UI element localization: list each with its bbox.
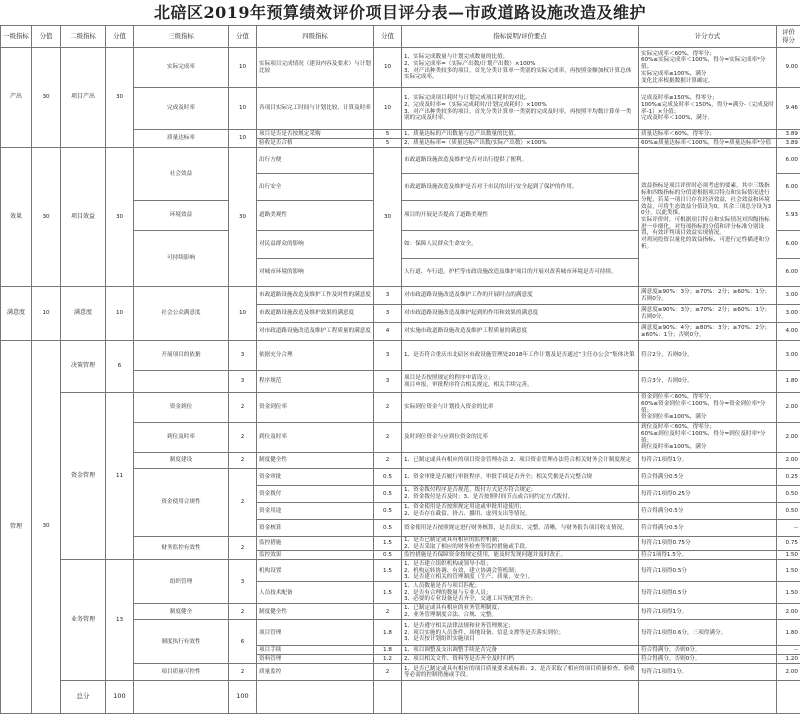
method-cell: 实际完成率＜60%，得零分； 60%≤实际完成率＜100%，得分=实际完成率*分值； 实际完成率≥100%，满分 变化比率根据数据计算确定。	[639, 48, 777, 88]
method-cell: 满意度≥90%：3分；≥70%：2分；≥60%：1分；否则0分。	[639, 287, 777, 305]
l4-score: 1.8	[374, 620, 402, 646]
desc-cell: 项目的开展是否提高了道路美观性	[402, 201, 639, 231]
score-cell: 6.00	[777, 259, 800, 287]
header-cell: 指标说明/评价要点	[402, 26, 639, 48]
l3-name: 完成及时率	[134, 88, 229, 130]
l4-score: 1.2	[374, 655, 402, 664]
method-cell: 到位及时率＜60%，得零分； 60%≤到位及时率＜100%，得分=到位及时率*分值； 到位及时率≥100%，满分	[639, 423, 777, 453]
desc-cell: 1、是否已制定或具有相应的项目质量要求或标准；2、是否采取了相应的项目质量检查、验收等必需的控制措施或手段。	[402, 664, 639, 681]
desc-cell: 1、实际完成数量与计划完成数量的比值； 2、实际完成率=（实际产出数/计划产出数）×100% 3、对产出种类较多的项目，首先分类计算单一类别的实际完成率，再按照金额加权计算总体实际完成率。	[402, 48, 639, 88]
level1-output: 产出	[1, 48, 32, 148]
l3-name: 可持续影响	[134, 231, 229, 287]
l4-name: 各项目实际完工时间与计划比较，计算及时率	[257, 88, 374, 130]
score-cell: 1.50	[777, 582, 800, 604]
desc-cell: 1、是否符合重庆市北碚区市政设施管理处2018年工作计划及是否通过“主任办公会”集体决策	[402, 341, 639, 371]
level1-effect: 效果	[1, 148, 32, 287]
level2-business: 业务管理	[61, 560, 106, 681]
desc-cell: 1、实际完成项目耗时与计划完成项目耗时的对比。 2、完成及时率=（实际完成耗时/计划完成耗时）×100% 3、对产出种类较多的项目，首先分类计算单一类别的完成及时率，再按照平均数计算单一类别的完成及时率。	[402, 88, 639, 130]
method-cell: 每符合1项得0.75分	[639, 537, 777, 551]
level2-decision-score: 6	[106, 341, 134, 393]
l3-name: 资金使用合规性	[134, 469, 229, 537]
desc-cell: 1、是否建立组织机构或领导小组； 2、机构运转协调、有效，建立协调会签机制； 3、是否建立相关的管理制度（生产、质量、安全）。	[402, 560, 639, 582]
l4-name: 监控措施	[257, 537, 374, 551]
l3-score: 3	[229, 341, 257, 371]
l3-name: 组织管理	[134, 560, 229, 604]
l4-name: 资金用途	[257, 503, 374, 520]
method-cell: 60%≤质量达标率＜100%，得分=质量达标率*分值	[639, 139, 777, 148]
level2-satisfaction-score: 10	[106, 287, 134, 341]
l4-score: 1.8	[374, 646, 402, 655]
l4-name: 制度健全性	[257, 453, 374, 469]
desc-cell: 监控措施是否保障资金按规定使用，能及时发现问题并及时改正。	[402, 551, 639, 560]
score-cell: --	[777, 520, 800, 537]
l4-name: 实际项目完成情况（建设内容及要求）与计划比较	[257, 48, 374, 88]
score-cell: 0.50	[777, 503, 800, 520]
table-row	[1, 393, 800, 423]
level2-output: 项目产出	[61, 48, 106, 148]
score-cell: 1.80	[777, 620, 800, 646]
l4-score: 3	[374, 371, 402, 393]
l3-name: 项目质量可控性	[134, 664, 229, 681]
l3-name: 资金到位	[134, 393, 229, 423]
level1-effect-score: 30	[32, 148, 61, 287]
l3-score: 10	[229, 48, 257, 88]
l4-name: 对城市环境的影响	[257, 259, 374, 287]
l4-name: 项目是否是否按规定采购	[257, 130, 374, 139]
desc-cell: 1、是否遵守相关法律法规和业务管理规定； 2、项目实施的人员条件、场地设备、信息支撑等是否落实到位； 3、是否按计划组织实施项目	[402, 620, 639, 646]
level1-output-score: 30	[32, 48, 61, 148]
l3-score: 2	[229, 664, 257, 681]
l3-score: 10	[229, 287, 257, 341]
l4-score: 3	[374, 341, 402, 371]
l4-score: 0.5	[374, 486, 402, 503]
score-cell: 2.00	[777, 453, 800, 469]
l4-name: 项目管理	[257, 620, 374, 646]
total-row	[1, 681, 800, 713]
l4-name: 监控效果	[257, 551, 374, 560]
desc-cell: 如：保障人民群众生命安全。	[402, 231, 639, 259]
score-cell: 3.00	[777, 287, 800, 305]
desc-cell: 1、项目调整及支出调整手续是否完备	[402, 646, 639, 655]
method-cell: 符合3分，否则0分。	[639, 371, 777, 393]
l3-score: 30	[229, 148, 257, 287]
l4-name: 机构设置	[257, 560, 374, 582]
method-cell: 每符合1项得0.5分	[639, 560, 777, 582]
l3-name: 制度健全	[134, 604, 229, 620]
l3-name: 开展项目的依据	[134, 341, 229, 371]
l4-name: 质量监控	[257, 664, 374, 681]
l4-score: 30	[374, 148, 402, 287]
l4-name: 到位及时率	[257, 423, 374, 453]
desc-cell: 人行道、车行道，护栏等市政设施改造及维护项目的开展对改善城市环境是否可持续。	[402, 259, 639, 287]
score-cell: 9.46	[777, 88, 800, 130]
score-cell: 2.00	[777, 393, 800, 423]
l4-score: 10	[374, 48, 402, 88]
l3-score: 2	[229, 393, 257, 423]
desc-cell: 实际到位资金与计划投入资金的比率	[402, 393, 639, 423]
header-cell: 分值	[106, 26, 134, 48]
desc-cell: 1、资金审批是否履行审批程序，审批手续是否齐全；相关凭据是否完整合规	[402, 469, 639, 486]
l4-name: 市政道路设施改造及维护效果的满意度	[257, 305, 374, 323]
l4-name: 人员技术配备	[257, 582, 374, 604]
method-cell: 符合2分，否则0分。	[639, 341, 777, 371]
method-cell: 每符合1项得1分。	[639, 664, 777, 681]
l4-name: 依据充分合理	[257, 341, 374, 371]
l4-score: 1.5	[374, 560, 402, 582]
method-cell: 符合得满分，否则0分。	[639, 655, 777, 664]
desc-cell: 2、质量达标率=（质量达标产出数/实际产出数）×100%	[402, 139, 639, 148]
l4-score: 5	[374, 139, 402, 148]
l4-score: 10	[374, 88, 402, 130]
header-cell: 评价得分	[777, 26, 800, 48]
l3-score: 2	[229, 537, 257, 560]
level2-fund-score: 11	[106, 393, 134, 560]
level2-fund: 资金管理	[61, 393, 106, 560]
l3-score: 6	[229, 620, 257, 664]
l4-score: 0.5	[374, 469, 402, 486]
table-header	[1, 26, 800, 48]
desc-cell: 1、已制定或具有相应的业务管理制度； 2、业务管理制度合法、合规、完整。	[402, 604, 639, 620]
l4-name: 验收是否合格	[257, 139, 374, 148]
score-table	[0, 25, 800, 714]
l4-name: 对市政道路设施改造及维护工程质量的满意度	[257, 323, 374, 341]
level2-decision: 决策管理	[61, 341, 106, 393]
l3-score: 2	[229, 453, 257, 469]
method-cell: 符合1项得1.5分。	[639, 551, 777, 560]
level2-effect-score: 30	[106, 148, 134, 287]
score-cell: 3.00	[777, 305, 800, 323]
score-cell: 5.93	[777, 201, 800, 231]
table-row	[1, 341, 800, 371]
l3-name: 制度执行有效性	[134, 620, 229, 664]
desc-cell: 1、质量达标的产出数量与总产出数量的比值。	[402, 130, 639, 139]
method-cell: 质量达标率＜60%，得零分；	[639, 130, 777, 139]
score-cell: 6.00	[777, 231, 800, 259]
l4-name: 资料管理	[257, 655, 374, 664]
score-cell: 3.89	[777, 139, 800, 148]
level2-business-score: 13	[106, 560, 134, 681]
desc-cell: 对市政道路设施改造及维护起到的作用和效果的满意度	[402, 305, 639, 323]
table-row	[1, 287, 800, 305]
score-cell: --	[777, 646, 800, 655]
method-cell: 符合得满分，否则0分。	[639, 646, 777, 655]
score-cell: 3.00	[777, 341, 800, 371]
l4-score: 2	[374, 453, 402, 469]
desc-cell: 市政道路设施改造及维护是否对于市民的出行安全起到了保护的作用。	[402, 174, 639, 201]
level1-management: 管理	[1, 341, 32, 714]
method-cell: 满意度≥90%：4分；≥80%：3分；≥70%：2分；≥60%：1分；否则0分。	[639, 323, 777, 341]
score-cell: 6.00	[777, 148, 800, 174]
l4-name: 项目手续	[257, 646, 374, 655]
method-cell: 每符合1项得0.5分	[639, 582, 777, 604]
header-cell: 一级指标	[1, 26, 32, 48]
page-title: 北碚区2019年预算绩效评价项目评分表—市政道路设施改造及维护	[153, 3, 647, 22]
level1-satisfaction: 满意度	[1, 287, 32, 341]
table-row	[1, 48, 800, 88]
l4-name: 资金核算	[257, 520, 374, 537]
desc-cell: 项目是否按照规定的程序申请设立； 项目申报，审批程序符合相关规定，相关手续完善。	[402, 371, 639, 393]
l4-name: 资金审批	[257, 469, 374, 486]
score-cell: 2.00	[777, 604, 800, 620]
l4-score: 2	[374, 664, 402, 681]
method-cell: 完成及时率≥150%，得零分； 100%≤完成及时率＜150%，得分=满分-（完成及时率-1）×分值； 完成及时率＜100%，满分。	[639, 88, 777, 130]
l3-score: 3	[229, 560, 257, 604]
desc-cell: 及时到位资金与应到位资金的比率	[402, 423, 639, 453]
score-cell: 2.00	[777, 423, 800, 453]
method-cell: 每符合1项得1分。	[639, 453, 777, 469]
desc-cell: 1、已制定或具有相应的项目资金管理办法 2、项目资金管理办法符合相关财务会计制度规定	[402, 453, 639, 469]
l3-name: 社会公众满意度	[134, 287, 229, 341]
table-row	[1, 560, 800, 582]
l4-score: 1.5	[374, 582, 402, 604]
level2-satisfaction: 满意度	[61, 287, 106, 341]
l4-score: 1.5	[374, 537, 402, 551]
desc-cell: 对市政道路设施改造及维护工作的开展时点的满意度	[402, 287, 639, 305]
table-row	[1, 148, 800, 174]
l3-name-empty	[134, 371, 229, 393]
method-cell: 满意度≥90%：3分；≥70%：2分；≥60%：1分；否则0分。	[639, 305, 777, 323]
score-cell: 1.20	[777, 655, 800, 664]
l4-score: 3	[374, 287, 402, 305]
score-cell: 1.80	[777, 371, 800, 393]
total-score-1: 100	[106, 681, 134, 713]
l4-score: 5	[374, 130, 402, 139]
method-cell: 效益指标是项目评价时必须考虑的要素，其中三级指标和四级指标的分值需根据项目特点和实际情况进行分配，若某一项目只存在经济效益，社会效益和环境效益，可将生态效益分值设为0，其余三项总分设为30分，以此类推。 实际评价时，可根据项目特点和实际情况对四级指标进一步细化，对每项指标的分值和评分标准分别设置，有效评判项目效益实现情况。 对鸡同投资以量化的效益指标，可进行定性描述和分析。	[639, 148, 777, 287]
header-cell: 二级指标	[61, 26, 106, 48]
method-cell: 每符合1项得1分。	[639, 604, 777, 620]
total-score-2: 100	[229, 681, 257, 713]
l3-name: 财务监控有效性	[134, 537, 229, 560]
desc-cell: 市政道路设施改造及维护是否对出行提供了便利。	[402, 148, 639, 174]
l4-name: 对民益群众的影响	[257, 231, 374, 259]
header-cell: 计分方式	[639, 26, 777, 48]
score-cell: 0.25	[777, 469, 800, 486]
desc-cell: 2、项目相关文件、资料等是否齐全及时归档	[402, 655, 639, 664]
score-cell: 3.89	[777, 130, 800, 139]
l4-score: 4	[374, 323, 402, 341]
header-cell: 分值	[32, 26, 61, 48]
l3-score: 2	[229, 604, 257, 620]
score-cell: 9.00	[777, 48, 800, 88]
l3-name: 到位及时率	[134, 423, 229, 453]
l3-name: 质量达标率	[134, 130, 229, 148]
header-cell: 分值	[374, 26, 402, 48]
total-label: 总分	[61, 681, 106, 713]
level2-effect: 项目效益	[61, 148, 106, 287]
l4-score: 0.5	[374, 520, 402, 537]
l4-name: 程序规范	[257, 371, 374, 393]
desc-cell: 资金使用是否按照规定进行财务核算，是否真实、完整、清晰，与财务报告项目收支情况。	[402, 520, 639, 537]
method-cell: 符合得满分0.5分	[639, 503, 777, 520]
l4-score: 0.5	[374, 503, 402, 520]
method-cell: 每符合1项得0.25分	[639, 486, 777, 503]
score-cell: 0.75	[777, 537, 800, 551]
header-cell: 四级指标	[257, 26, 374, 48]
l3-score: 2	[229, 423, 257, 453]
header-cell: 分值	[229, 26, 257, 48]
header-cell: 三级指标	[134, 26, 229, 48]
score-cell: 6.00	[777, 174, 800, 201]
l4-score: 2	[374, 393, 402, 423]
l4-score: 3	[374, 305, 402, 323]
method-cell: 符合得满分0.5分	[639, 469, 777, 486]
level2-output-score: 30	[106, 48, 134, 148]
score-cell: 0.50	[777, 486, 800, 503]
l3-score: 2	[229, 469, 257, 537]
l4-name: 出行安全	[257, 174, 374, 201]
l3-name: 实际完成率	[134, 48, 229, 88]
method-cell: 资金到位率＜60%，得零分； 60%≤资金到位率＜100%，得分=资金到位率*分值； 资金到位率≥100%，满分	[639, 393, 777, 423]
desc-cell: 1、人员数量是否与项目匹配； 2、是否有合理的数量与专业人员； 3、必要的专业设备是否齐全，交通工具等配置齐全；	[402, 582, 639, 604]
score-cell: 1.50	[777, 560, 800, 582]
level1-management-score: 30	[32, 341, 61, 714]
l3-score: 3	[229, 371, 257, 393]
l4-score: 2	[374, 423, 402, 453]
method-cell: 每符合1项得0.6分，三项得满分。	[639, 620, 777, 646]
l4-name: 资金拨付	[257, 486, 374, 503]
l3-name: 制度建设	[134, 453, 229, 469]
l3-score: 10	[229, 88, 257, 130]
l4-score: 2	[374, 604, 402, 620]
desc-cell: 对实施市政道路设施改造及维护工程质量的满意度	[402, 323, 639, 341]
desc-cell: 1、是否已制定或具有相应的监控机制； 2、是否采取了相应的财务检查等监控措施或手段。	[402, 537, 639, 551]
method-cell: 符合得满分0.5分	[639, 520, 777, 537]
l4-name: 道路美观性	[257, 201, 374, 231]
l3-name: 环境效益	[134, 201, 229, 231]
l4-name: 市政道路设施改造及维护工作及时性的满意度	[257, 287, 374, 305]
score-cell: 4.00	[777, 323, 800, 341]
l3-name: 社会效益	[134, 148, 229, 201]
l4-score: 0.5	[374, 551, 402, 560]
l4-name: 出行方便	[257, 148, 374, 174]
l3-score: 10	[229, 130, 257, 148]
desc-cell: 1、资金使用是否按照规定用途或审批用途使用； 2、是否存在截留、挤占、挪用、虚列支出等情况。	[402, 503, 639, 520]
l4-name: 资金到位率	[257, 393, 374, 423]
score-cell: 1.50	[777, 551, 800, 560]
level1-satisfaction-score: 10	[32, 287, 61, 341]
score-cell: 2.00	[777, 664, 800, 681]
l4-name: 制度健全性	[257, 604, 374, 620]
desc-cell: 1、资金拨付程序是否规范，拨付方式是否符合规定； 2、资金拨付是否及时；3、是否按照时间节点或合同约定方式拨付。	[402, 486, 639, 503]
